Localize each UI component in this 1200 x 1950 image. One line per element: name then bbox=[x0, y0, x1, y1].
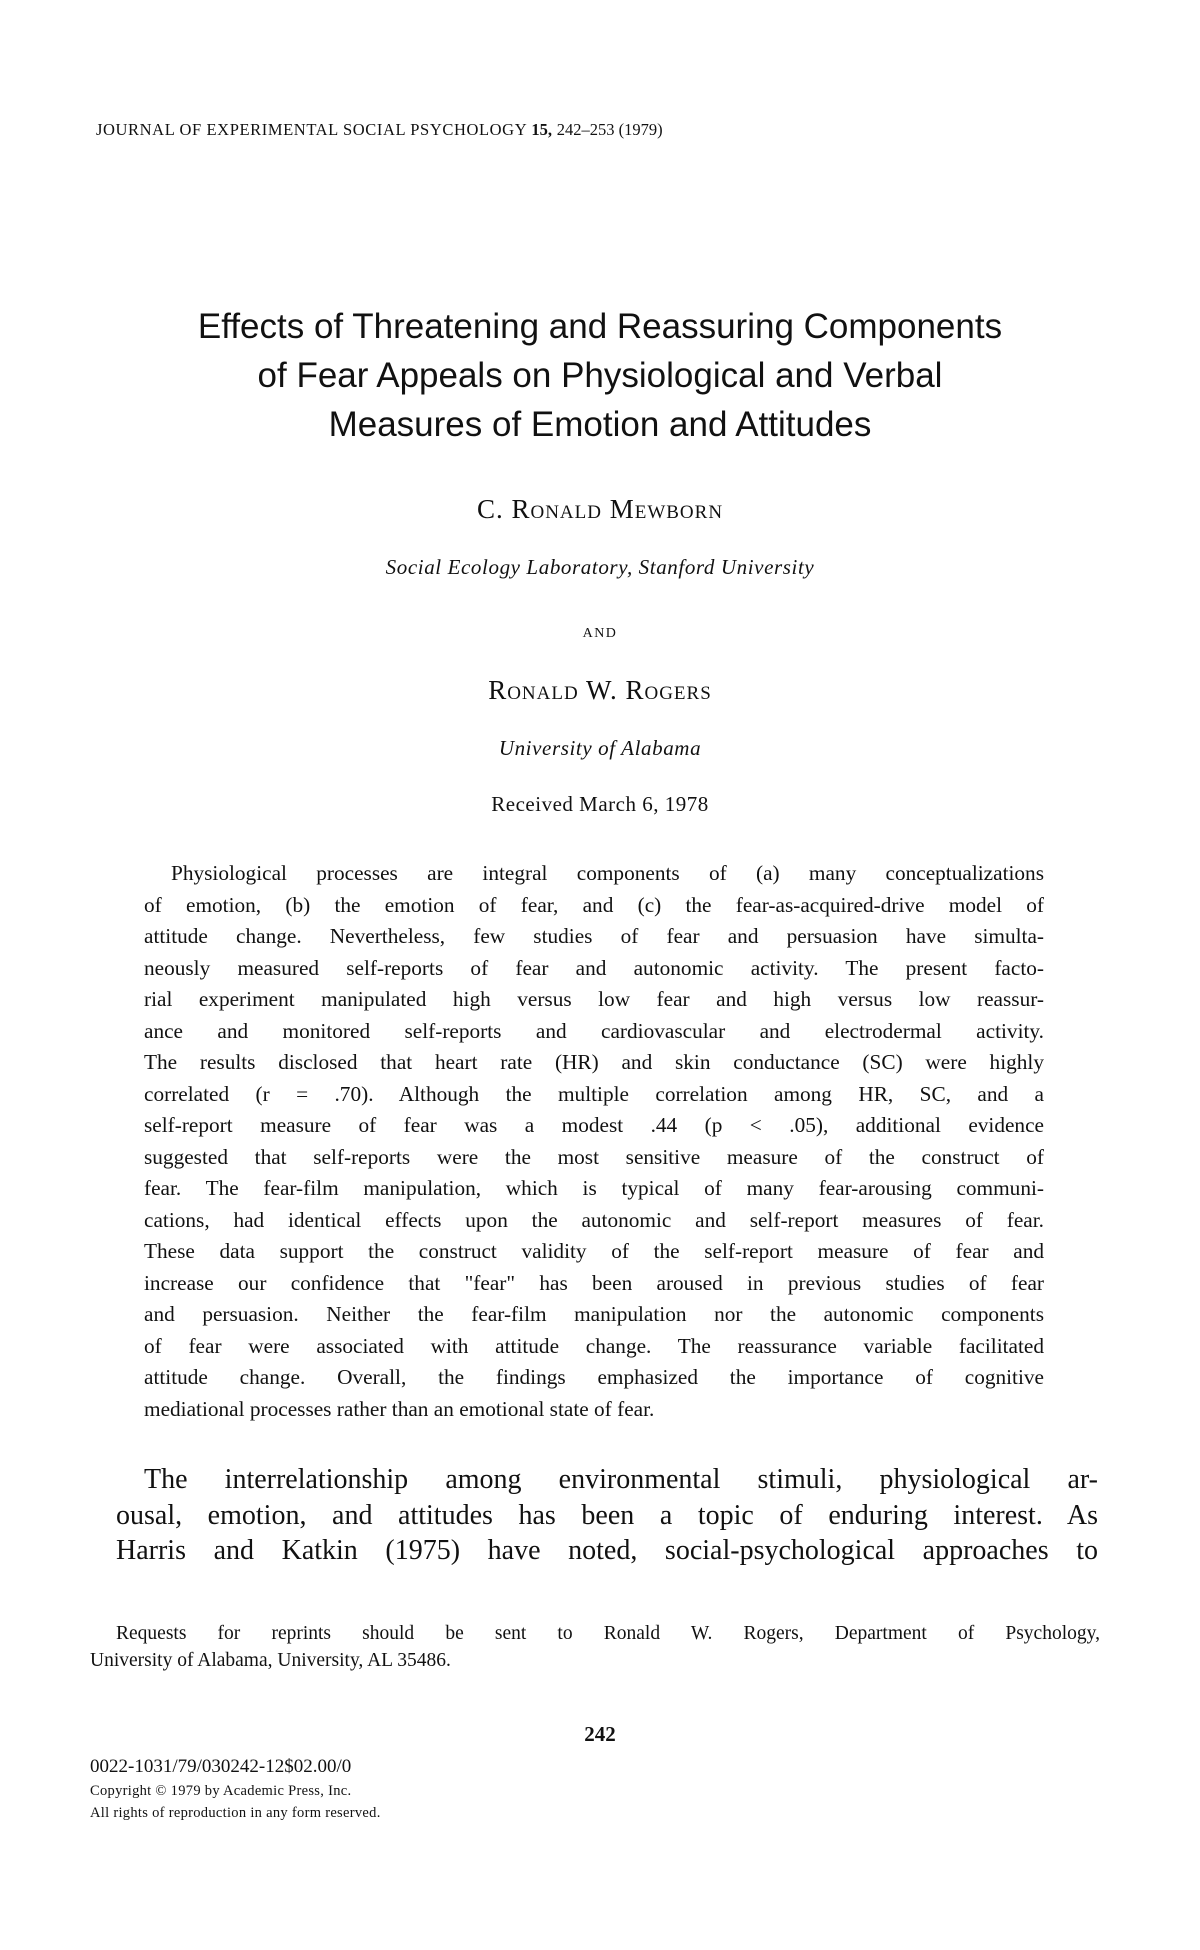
author-2-name: Ronald W. Rogers bbox=[488, 675, 712, 705]
body-line: ousal, emotion, and attitudes has been a topic of enduring interest. As bbox=[116, 1499, 1098, 1531]
abstract-line: of fear were associated with attitude change. The reassurance variable facilitated bbox=[144, 1333, 1044, 1358]
received-date: Received March 6, 1978 bbox=[491, 792, 709, 816]
author-1-affiliation: Social Ecology Laboratory, Stanford University bbox=[385, 555, 815, 579]
abstract-line: fear. The fear-film manipulation, which is typical of many fear-arousing communi- bbox=[144, 1176, 1044, 1200]
title-line: Effects of Threatening and Reassuring Components bbox=[197, 307, 1003, 346]
footnote bbox=[90, 1620, 1100, 1674]
footnote-line: University of Alabama, University, AL 35486. bbox=[90, 1650, 451, 1671]
abstract-line: These data support the construct validity of the self-report measure of fear and bbox=[144, 1239, 1044, 1263]
abstract-line: mediational processes rather than an emotional state of fear. bbox=[144, 1396, 655, 1421]
article-code: 0022-1031/79/030242-12$02.00/0 bbox=[90, 1756, 352, 1777]
abstract-line: and persuasion. Neither the fear-film manipulation nor the autonomic components bbox=[144, 1302, 1044, 1326]
author-1-name: C. Ronald Mewborn bbox=[476, 494, 724, 524]
journal-name: JOURNAL OF EXPERIMENTAL SOCIAL PSYCHOLOGY bbox=[96, 120, 527, 139]
abstract-line: attitude change. Nevertheless, few studies of fear and persuasion have simulta- bbox=[144, 924, 1044, 948]
journal-volume: 15, bbox=[531, 120, 552, 139]
abstract-line: cations, had identical effects upon the autonomic and self-report measures of fear. bbox=[144, 1207, 1044, 1232]
abstract-line: attitude change. Overall, the findings emphasized the importance of cognitive bbox=[144, 1365, 1044, 1389]
abstract-line: rial experiment manipulated high versus low fear and high versus low reassur- bbox=[144, 987, 1044, 1011]
journal-pages-year: 242–253 (1979) bbox=[556, 120, 663, 139]
abstract-line: neously measured self-reports of fear and autonomic activity. The present facto- bbox=[144, 955, 1044, 980]
paper-title bbox=[80, 302, 1120, 449]
author-2-affiliation: University of Alabama bbox=[498, 736, 702, 760]
title-line: Measures of Emotion and Attitudes bbox=[328, 405, 872, 444]
running-head bbox=[96, 120, 663, 140]
abstract-line: The results disclosed that heart rate (HR) and skin conductance (SC) were highly bbox=[144, 1050, 1044, 1074]
body-paragraph bbox=[116, 1462, 1098, 1569]
title-line: of Fear Appeals on Physiological and Verbal bbox=[257, 356, 943, 395]
body-line: The interrelationship among environmental stimuli, physiological ar- bbox=[144, 1464, 1098, 1495]
abstract bbox=[144, 858, 1044, 1425]
abstract-line: increase our confidence that "fear" has been aroused in previous studies of fear bbox=[144, 1270, 1044, 1295]
copyright-notice: Copyright © 1979 by Academic Press, Inc. bbox=[90, 1783, 352, 1799]
page-number: 242 bbox=[584, 1722, 616, 1746]
publication-info bbox=[90, 1754, 381, 1824]
body-line: Harris and Katkin (1975) have noted, social-psychological approaches to bbox=[116, 1535, 1098, 1566]
abstract-line: ance and monitored self-reports and cardiovascular and electrodermal activity. bbox=[144, 1018, 1044, 1043]
abstract-line: self-report measure of fear was a modest .44 (p < .05), additional evidence bbox=[144, 1113, 1044, 1137]
abstract-line: Physiological processes are integral components of (a) many conceptualizations bbox=[171, 861, 1044, 885]
abstract-line: of emotion, (b) the emotion of fear, and (c) the fear-as-acquired-drive model of bbox=[144, 892, 1044, 917]
abstract-line: suggested that self-reports were the most sensitive measure of the construct of bbox=[144, 1144, 1044, 1169]
abstract-line: correlated (r = .70). Although the multiple correlation among HR, SC, and a bbox=[144, 1081, 1044, 1106]
rights-notice: All rights of reproduction in any form reserved. bbox=[90, 1805, 381, 1821]
footnote-line: Requests for reprints should be sent to Ronald W. Rogers, Department of Psychology, bbox=[116, 1623, 1100, 1644]
author-conjunction: and bbox=[582, 620, 618, 642]
